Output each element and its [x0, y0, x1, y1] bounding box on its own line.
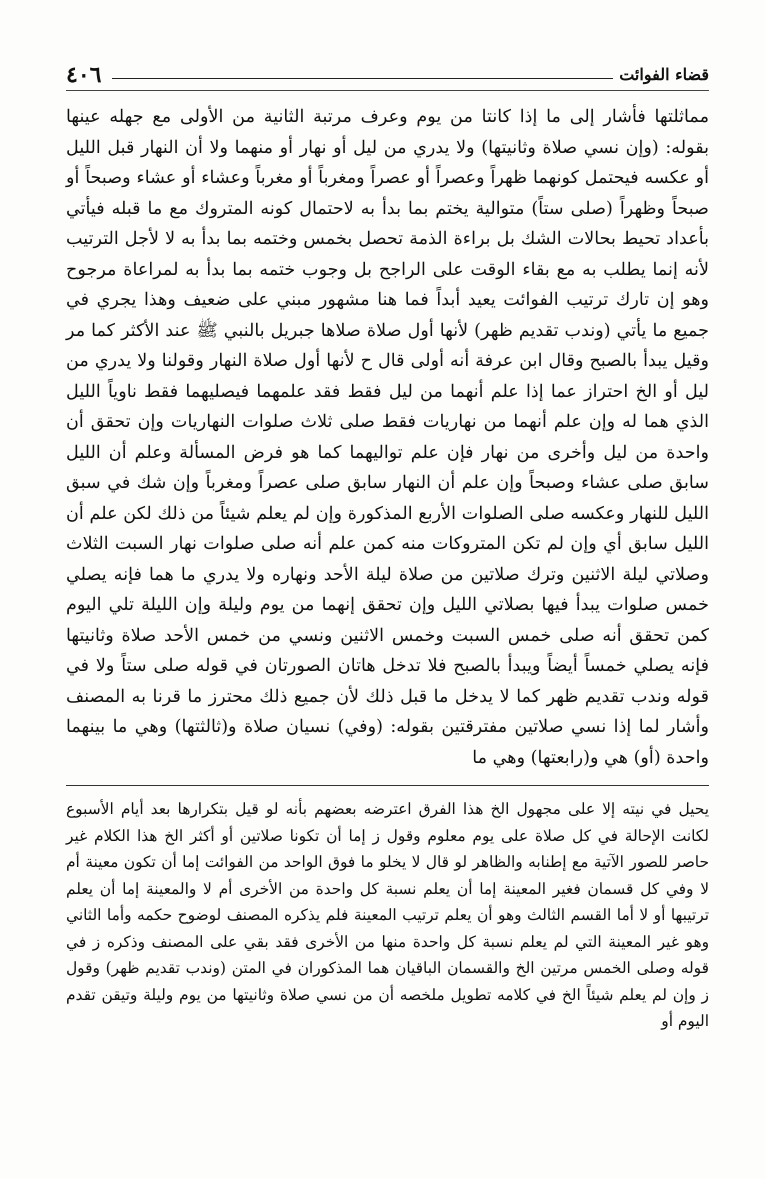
- footnotes: [66, 796, 709, 1035]
- footnote-paragraph: يحيل في نيته إلا على مجهول الخ هذا الفرق اعترضه بعضهم بأنه لو قيل بتكرارها بعد أيام الأسبوع لكانت الإحالة في كل صلاة على يوم معلوم وقول ز إما أن تكونا صلاتين أو أكثر الخ هذا الكلام غير حاصر للصور الآتية مع إطنابه والظاهر لو قال لا يخلو ما فوق الواحد من الفوائت إما أن تكون معينة أم لا وفي كل قسمان فغير المعينة إما أن يعلم نسبة كل واحدة من الأخرى أم لا والمعينة إما أن يعلم ترتيبها أو لا أما القسم الثالث وهو أن يعلم ترتيب المعينة فلم يذكره المصنف لوضوح حكمه وأما الثاني وهو غير المعينة التي لم يعلم نسبة كل واحدة منها من الأخرى فقد بقي على المصنف وذكره ز في قوله وصلى الخمس مرتين الخ والقسمان الباقيان هما المذكوران في المتن (وندب تقديم ظهر) وقول ز وإن لم يعلم شيئاً الخ في كلامه تطويل ملخصه أن من نسي صلاة وثانيتها من يوم وليلة وتيقن تقدم اليوم أو: [66, 800, 709, 1030]
- page: [66, 60, 709, 1035]
- main-text: [66, 102, 709, 773]
- footnote-divider: [66, 785, 709, 786]
- main-paragraph: مماثلتها فأشار إلى ما إذا كانتا من يوم وعرف مرتبة الثانية من الأولى مع جهله عينها بقوله: (وإن نسي صلاة وثانيتها) ولا يدري من ليل أو نهار أو منهما ولا أن النهار قبل الليل أو عكسه فيحتمل كونهما ظهراً وعصراً أو عصراً ومغرباً أو مغرباً وعشاء أو عشاء وصبحاً أو صبحاً وظهراً (صلى ستاً) متوالية يختم بما بدأ به لاحتمال كونه المتروك مع ما قبله فيأتي بأعداد تحيط بحالات الشك بل براءة الذمة تحصل بخمس وختمه بما بدأ به لا لأجل الترتيب لأنه إنما يطلب به مع بقاء الوقت على الراجح بل وجوب ختمه بما بدأ به لمراعاة مرجوح وهو إن تارك ترتيب الفوائت يعيد أبداً فما هنا مشهور مبني على ضعيف وهذا يجري في جميع ما يأتي (وندب تقديم ظهر) لأنها أول صلاة صلاها جبريل بالنبي ﷺ عند الأكثر كما مر وقيل يبدأ بالصبح وقال ابن عرفة أنه أولى قال ح لأنها أول صلاة النهار وقولنا ولا يدري من ليل أو الخ احتراز عما إذا علم أنهما من ليل فقط فقد علمهما فيصليهما فقط ناوياً الليل الذي هما له وإن علم أنهما من نهاريات فقط صلى ثلاث صلوات النهاريات وإن تحقق أن واحدة من ليل وأخرى من نهار فإن علم تواليهما كما هو فرض المسألة وعلم أن الليل سابق صلى عشاء وصبحاً وإن علم أن النهار سابق صلى عصراً ومغرباً وإن شك في سبق الليل للنهار وعكسه صلى الصلوات الأربع المذكورة وإن لم يعلم شيئاً من ذلك لكن علم أن الليل سابق أي وإن لم تكن المتروكات منه كمن علم أنه صلى صلوات نهار السبت الثلاث وصلاتي ليلة الاثنين وترك صلاتين من صلاة ليلة الأحد ونهاره ولا يدري ما هما فإنه يصلي خمس صلوات يبدأ فيها بصلاتي الليل وإن تحقق إنهما من يوم وليلة وإن الليلة تلي اليوم كمن تحقق أنه صلى خمس السبت وخمس الاثنين ونسي من خمس الأحد صلاة وثانيتها فإنه يصلي خمساً أيضاً ويبدأ بالصبح فلا تدخل هاتان الصورتان في قوله صلى ستاً ولا في قوله وندب تقديم ظهر كما لا يدخل ما قبل ذلك لأن جميع ذلك محترز ما قرنا به المصنف وأشار لما إذا نسي صلاتين مفترقتين بقوله: (وفي) نسيان صلاة و(ثالثتها) وهي ما بينهما واحدة (أو) هي و(رابعتها) وهي ما: [66, 107, 709, 768]
- running-title: قضاء الفوائت: [619, 65, 709, 84]
- page-header: [66, 60, 709, 92]
- page-number: ٤٠٦: [66, 62, 102, 88]
- header-underline: [66, 90, 709, 91]
- header-rule: [112, 78, 613, 79]
